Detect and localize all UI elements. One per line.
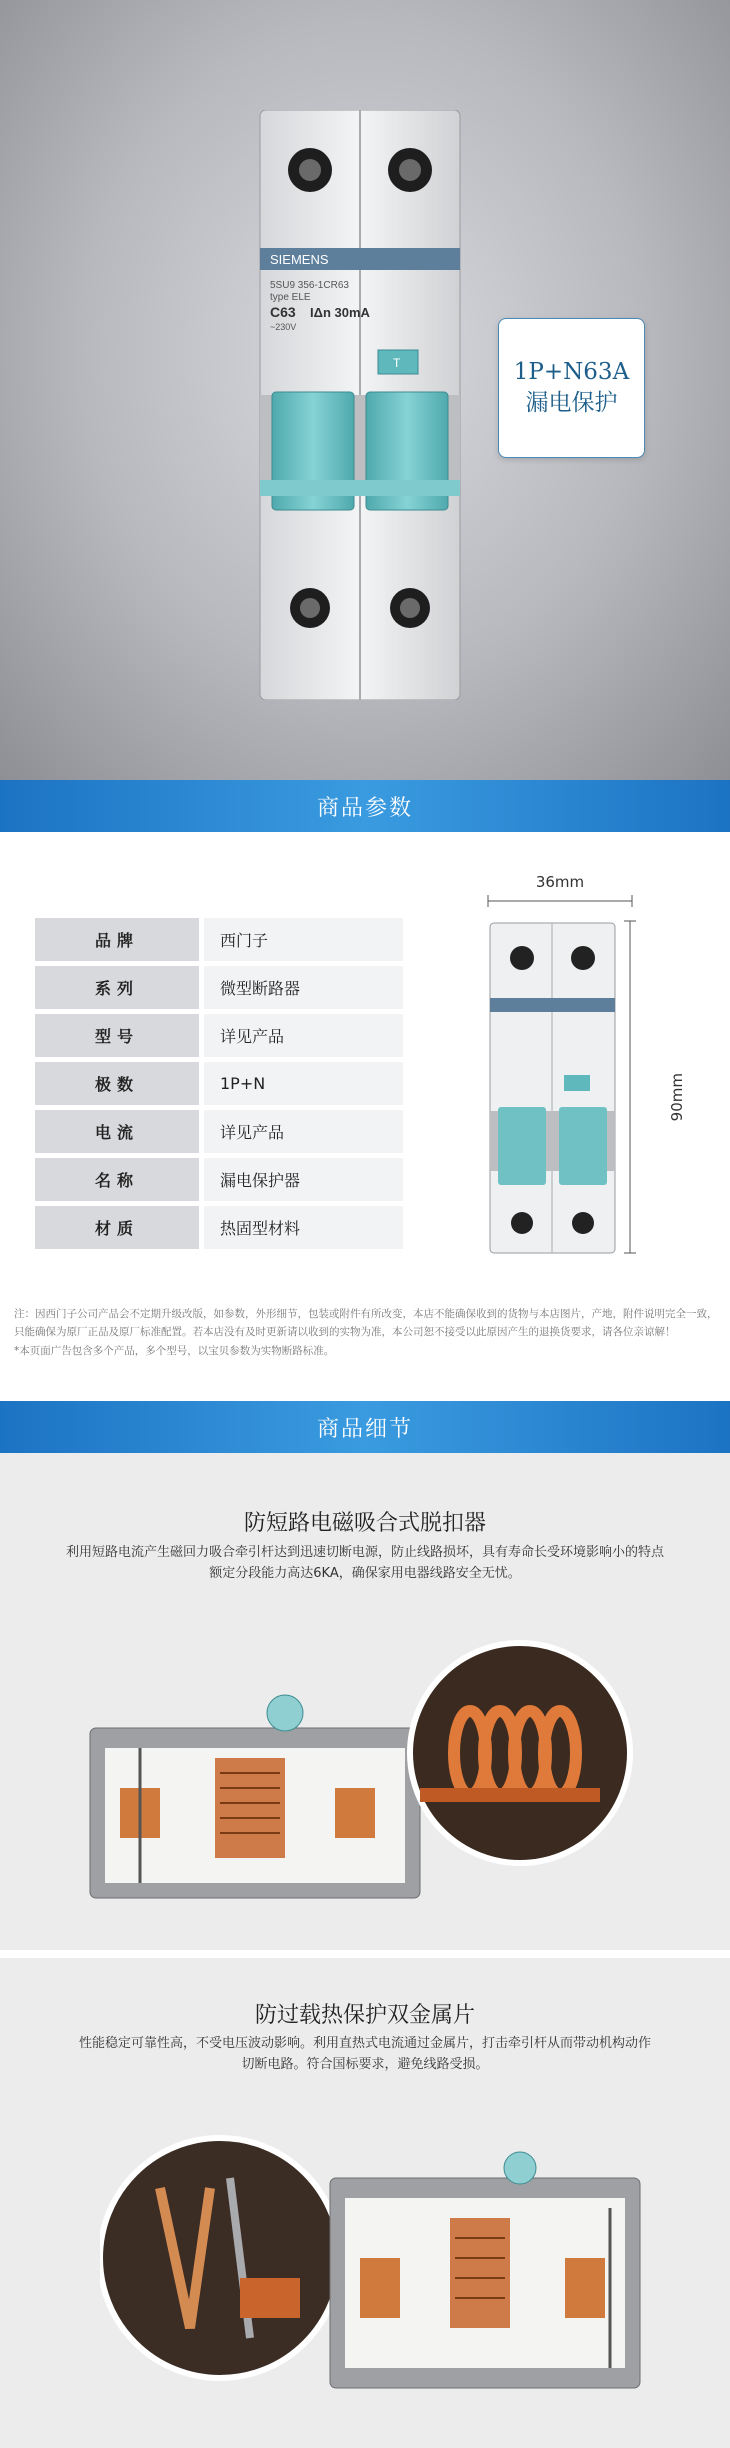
- param-value: 详见产品: [204, 1014, 403, 1057]
- details-banner-title: 商品细节: [316, 1416, 413, 1442]
- svg-text:type ELE: type ELE: [270, 292, 311, 303]
- params-table: [35, 918, 403, 1254]
- brand-label: SIEMENS: [270, 252, 329, 267]
- section-divider: [0, 1950, 730, 1958]
- param-value: 微型断路器: [204, 966, 403, 1009]
- param-value: 漏电保护器: [204, 1158, 403, 1201]
- param-key: 名称: [35, 1158, 199, 1201]
- spec-tag: [498, 318, 645, 458]
- svg-text:T: T: [393, 356, 401, 370]
- svg-text:IΔn 30mA: IΔn 30mA: [310, 305, 370, 320]
- param-key: 品牌: [35, 918, 199, 961]
- details-banner: [0, 1401, 730, 1453]
- feature2-title: 防过载热保护双金属片: [254, 2003, 475, 2028]
- feature1-title: 防短路电磁吸合式脱扣器: [243, 1511, 486, 1536]
- param-row: [35, 1110, 403, 1153]
- width-dimension: 36mm: [535, 873, 585, 891]
- svg-text:C63: C63: [270, 304, 296, 320]
- param-row: [35, 918, 403, 961]
- param-row: [35, 1062, 403, 1105]
- param-key: 电流: [35, 1110, 199, 1153]
- disclaimer-line-2: *本页面广告包含多个产品，多个型号，以宝贝参数为实物断路标准。: [14, 1344, 335, 1357]
- trip-coil-image: [80, 1638, 670, 1928]
- param-row: [35, 966, 403, 1009]
- param-key: 极数: [35, 1062, 199, 1105]
- breaker-product-image: [250, 110, 470, 700]
- feature1-description: 利用短路电流产生磁回力吸合牵引杆达到迅速切断电源，防止线路损坏，具有寿命长受环境影响小的特点 额定分段能力高达6KA，确保家用电器线路安全无忧。: [65, 1545, 664, 1581]
- spec-tag-function: 漏电保护: [525, 390, 618, 416]
- param-key: 系列: [35, 966, 199, 1009]
- spec-tag-rating: 1P+N63A: [513, 358, 630, 385]
- bimetal-strip-image: [100, 2108, 660, 2443]
- details-section: [0, 1453, 730, 2448]
- disclaimer-line-1: 注：因西门子公司产品会不定期升级改版，如参数，外形细节，包装或附件有所改变，本店不能确保收到的货物与本店图片，产地，附件说明完全一致，只能确保为原厂正品及原厂标准配置。若本店没有及时更新请以收到的实物为准，本公司恕不接受以此原因产生的退换货要求，请各位亲谅解！: [14, 1308, 718, 1339]
- dimension-drawing: [480, 893, 650, 1293]
- svg-text:5SU9 356-1CR63: 5SU9 356-1CR63: [270, 280, 349, 291]
- param-row: [35, 1014, 403, 1057]
- param-value: 详见产品: [204, 1110, 403, 1153]
- param-key: 材质: [35, 1206, 199, 1249]
- param-value: 1P+N: [204, 1062, 403, 1105]
- params-section: [0, 833, 730, 1401]
- params-banner: [0, 780, 730, 832]
- params-banner-title: 商品参数: [316, 795, 413, 821]
- param-key: 型号: [35, 1014, 199, 1057]
- svg-text:~230V: ~230V: [270, 322, 297, 332]
- param-value: 热固型材料: [204, 1206, 403, 1249]
- hero-section: [0, 0, 730, 780]
- feature2-description: 性能稳定可靠性高，不受电压波动影响。利用直热式电流通过金属片，打击牵引杆从而带动机构动作 切断电路。符合国标要求，避免线路受损。: [78, 2036, 651, 2072]
- param-value: 西门子: [204, 918, 403, 961]
- height-dimension: 90mm: [668, 1073, 686, 1122]
- param-row: [35, 1206, 403, 1249]
- disclaimer-note: [14, 1305, 720, 1360]
- param-row: [35, 1158, 403, 1201]
